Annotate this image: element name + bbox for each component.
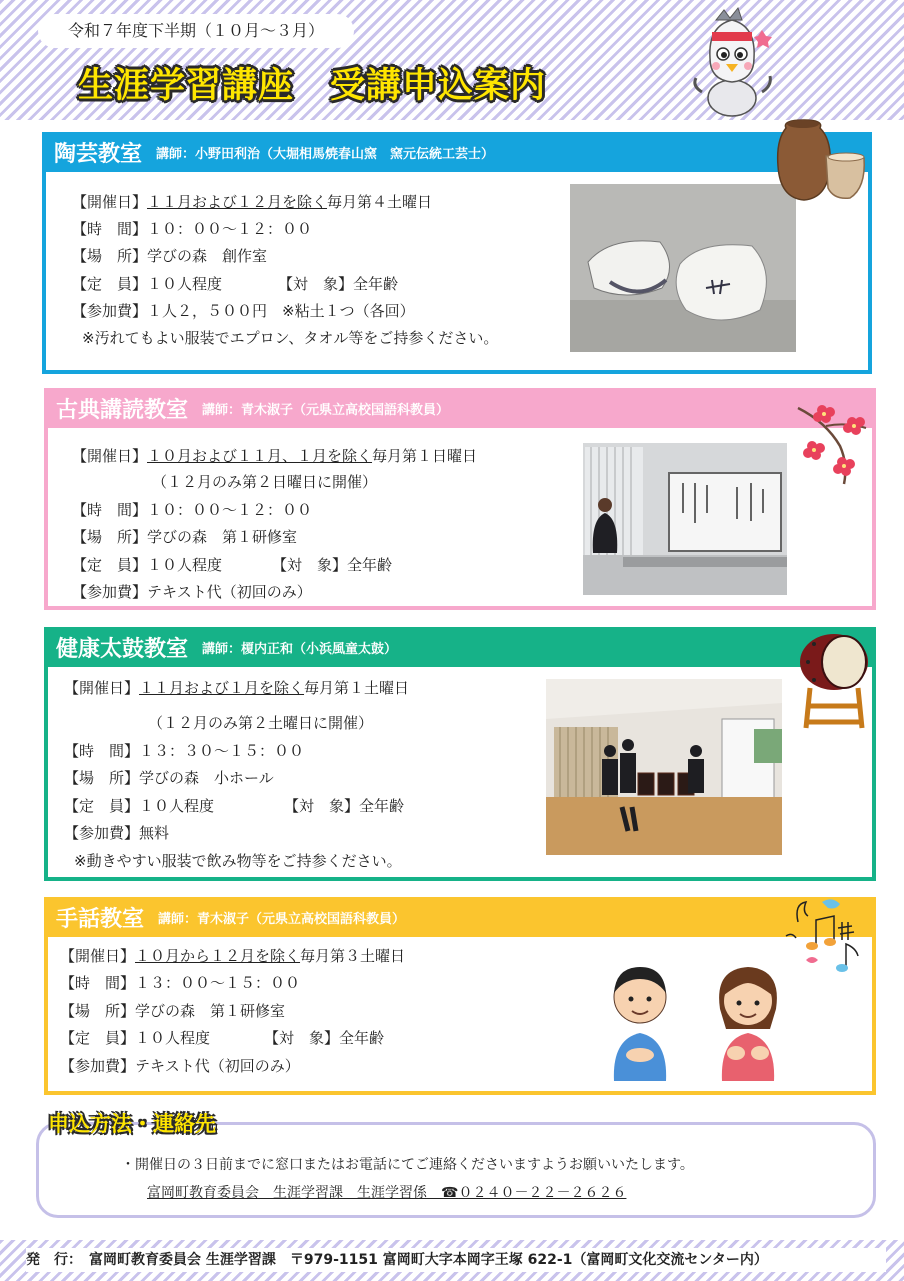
classics-time-row: 【時 間】１０：００～１２：００ xyxy=(72,501,313,519)
classics-date-exception: １０月および１１月、１月を除く xyxy=(147,447,373,465)
classics-title: 古典講読教室 xyxy=(56,397,189,423)
classics-instructor: 講師：青木淑子（元県立高校国語科教員） xyxy=(202,402,450,418)
sign-target-row: 【対 象】全年齢 xyxy=(264,1029,385,1047)
pottery-target-row: 【対 象】全年齢 xyxy=(278,275,399,293)
sign-language-people-illustration xyxy=(604,959,784,1081)
sign-language-title: 手話教室 xyxy=(56,906,145,932)
pottery-time-row: 【時 間】１０：００～１２：００ xyxy=(72,220,313,238)
classics-fee-row: 【参加費】テキスト代（初回のみ） xyxy=(72,583,312,601)
period-badge: 令和７年度下半期（１０月～３月） xyxy=(38,14,354,48)
contact-office: 富岡町教育委員会 生涯学習課 生涯学習係 xyxy=(147,1185,427,1201)
sign-language-section xyxy=(44,897,876,1095)
taiko-section xyxy=(44,627,876,881)
music-notes-icon xyxy=(782,896,872,976)
contact-instruction: ・開催日の３日前までに窓口またはお電話にてご連絡くださいますようお願いいたします。 xyxy=(121,1157,694,1173)
contact-office-row xyxy=(147,1183,626,1203)
pottery-date-exception: １１月および１２月を除く xyxy=(147,193,328,211)
taiko-date-exception: １１月および１月を除く xyxy=(139,679,305,697)
taiko-note: ※動きやすい服装で飲み物等をご持参ください。 xyxy=(74,852,402,870)
sign-date-exception: １０月から１２月を除く xyxy=(135,947,301,965)
classics-date-row: 【開催日】１０月および１１月、１月を除く毎月第１日曜日 xyxy=(72,447,478,465)
sign-place-row: 【場 所】学びの森 第１研修室 xyxy=(60,1002,286,1020)
pottery-fee-row: 【参加費】１人２，５００円 ※粘土１つ（各回） xyxy=(72,302,415,320)
contact-heading: 申込方法・連絡先 xyxy=(48,1112,216,1136)
pottery-date-row: 【開催日】１１月および１２月を除く毎月第４土曜日 xyxy=(72,193,433,211)
taiko-place-row: 【場 所】学びの森 小ホール xyxy=(64,769,274,787)
pottery-photo xyxy=(570,184,796,352)
sign-language-header xyxy=(44,897,876,937)
mascot-icon xyxy=(680,6,780,118)
sign-time-row: 【時 間】１３：００～１５：００ xyxy=(60,974,301,992)
classics-capacity-row: 【定 員】１０人程度 xyxy=(72,556,223,574)
classics-photo xyxy=(583,443,787,595)
pottery-note: ※汚れてもよい服装でエプロン、タオル等をご持参ください。 xyxy=(82,329,499,347)
phone-icon: ☎ xyxy=(441,1185,459,1201)
pottery-capacity-row: 【定 員】１０人程度 xyxy=(72,275,223,293)
pottery-instructor: 講師：小野田利治（大堀相馬焼春山窯 窯元伝統工芸士） xyxy=(156,146,495,162)
classics-date-note: （１２月のみ第２日曜日に開催） xyxy=(152,473,378,491)
sign-language-instructor: 講師：青木淑子（元県立高校国語科教員） xyxy=(158,911,406,927)
classics-place-row: 【場 所】学びの森 第１研修室 xyxy=(72,528,298,546)
taiko-date-row: 【開催日】１１月および１月を除く毎月第１土曜日 xyxy=(64,679,410,697)
pottery-title: 陶芸教室 xyxy=(54,141,143,167)
taiko-header xyxy=(44,627,876,667)
taiko-photo xyxy=(546,679,782,855)
pottery-place-row: 【場 所】学びの森 創作室 xyxy=(72,247,268,265)
sign-date-row: 【開催日】１０月から１２月を除く毎月第３土曜日 xyxy=(60,947,406,965)
classics-target-row: 【対 象】全年齢 xyxy=(272,556,393,574)
taiko-capacity-row: 【定 員】１０人程度 xyxy=(64,797,215,815)
footer-publisher: 発 行： 富岡町教育委員会 生涯学習課 〒979-1151 富岡町大字本岡字王塚 622-1（富岡町文化交流センター内） xyxy=(26,1248,886,1272)
taiko-date-note: （１２月のみ第２土曜日に開催） xyxy=(148,714,374,732)
taiko-target-row: 【対 象】全年齢 xyxy=(284,797,405,815)
page-title: 生涯学習講座 受講申込案内 xyxy=(78,66,547,106)
classics-section xyxy=(44,388,876,610)
pottery-jar-icon xyxy=(772,118,870,204)
taiko-title: 健康太鼓教室 xyxy=(56,636,189,662)
plum-blossom-icon xyxy=(796,400,874,486)
taiko-fee-row: 【参加費】無料 xyxy=(64,824,170,842)
pottery-header xyxy=(42,132,872,172)
sign-fee-row: 【参加費】テキスト代（初回のみ） xyxy=(60,1057,300,1075)
taiko-time-row: 【時 間】１３：３０～１５：００ xyxy=(64,742,305,760)
sign-capacity-row: 【定 員】１０人程度 xyxy=(60,1029,211,1047)
classics-header xyxy=(44,388,876,428)
taiko-instructor: 講師：榎内正和（小浜風童太鼓） xyxy=(202,641,398,657)
taiko-drum-icon xyxy=(796,632,872,730)
pottery-section xyxy=(42,132,872,374)
contact-phone: ０２４０－２２－２６２６ xyxy=(458,1185,627,1201)
